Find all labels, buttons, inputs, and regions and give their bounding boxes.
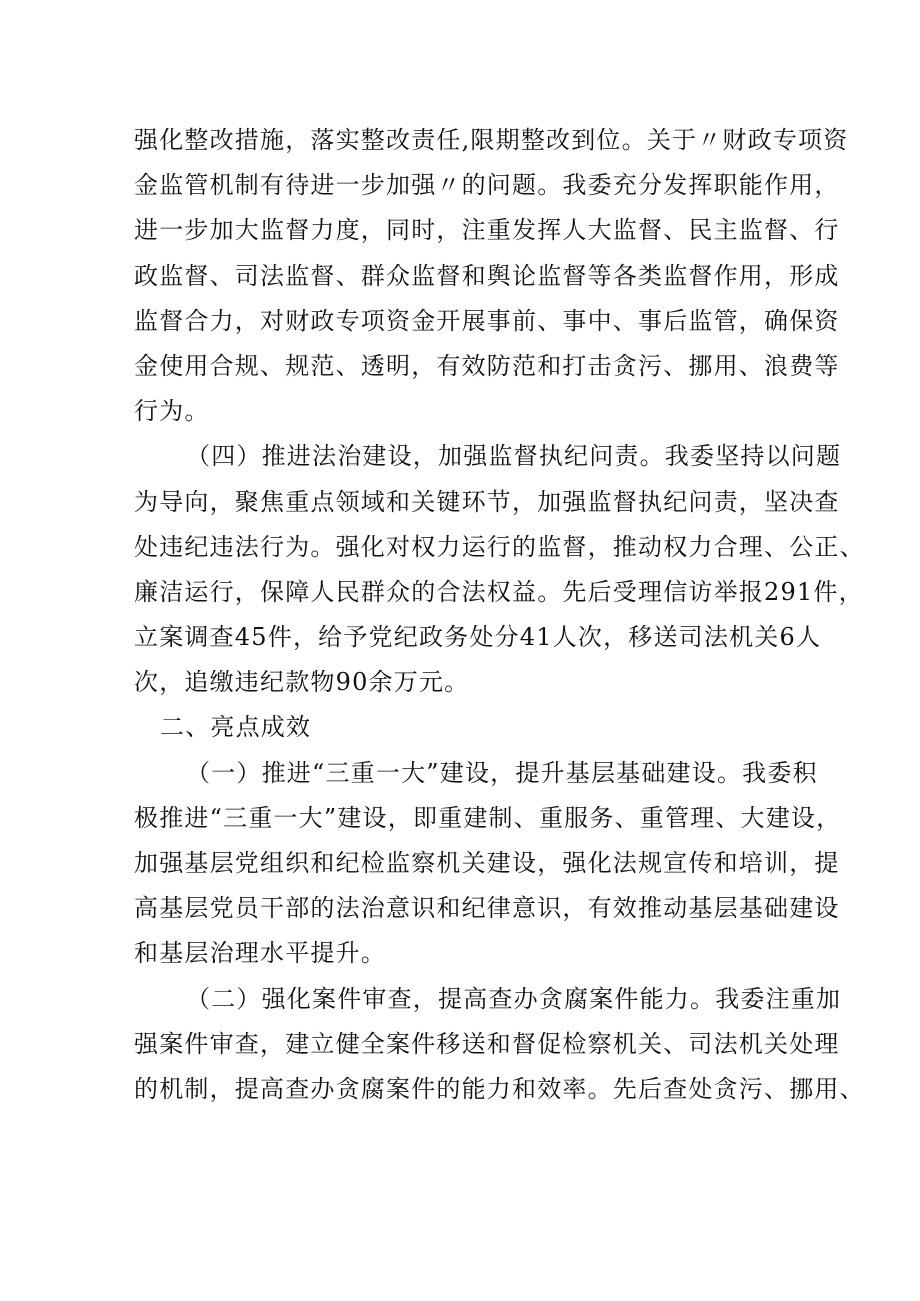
text-line: 金监管机制有待进一步加强〃的问题。我委充分发挥职能作用， [134,171,840,200]
paragraph-heading-line: （一）推进“三重一大”建设，提升基层基础建设。我委积 [186,758,818,787]
text-line: 高基层党员干部的法治意识和纪律意识，有效推动基层基础建设 [134,894,840,923]
text-line: 强案件审查，建立健全案件移送和督促检察机关、司法机关处理 [134,1029,840,1058]
text-line: 政监督、司法监督、群众监督和舆论监督等各类监督作用，形成 [134,261,840,290]
paragraph-heading-line: （四）推进法治建设，加强监督执纪问责。我委坚持以问题 [186,442,842,471]
text-line: 监督合力，对财政专项资金开展事前、事中、事后监管，确保资 [134,306,840,335]
text-line: 极推进“三重一大”建设，即重建制、重服务、重管理、大建设， [134,803,842,832]
document-body [134,118,865,1112]
text-line: 廉洁运行，保障人民群众的合法权益。先后受理信访举报291件， [134,577,864,606]
text-line: 为导向，聚焦重点领域和关键环节，加强监督执纪问责，坚决查 [134,487,840,516]
text-line: 和基层治理水平提升。 [134,939,386,968]
text-line: 金使用合规、规范、透明，有效防范和打击贪污、挪用、浪费等 [134,351,840,380]
text-line: 加强基层党组织和纪检监察机关建设，强化法规宣传和培训，提 [134,849,840,877]
text-line: 强化整改措施，落实整改责任,限期整改到位。关于〃财政专项资 [134,126,849,154]
text-line: 行为。 [134,397,210,426]
text-line: 处违纪违法行为。强化对权力运行的监督，推动权力合理、公正、 [134,532,865,561]
text-line: 进一步加大监督力度，同时，注重发挥人大监督、民主监督、行 [134,216,840,245]
text-line: 次，追缴违纪款物90余万元。 [134,668,470,697]
section-heading: 二、亮点成效 [160,713,312,742]
text-line: 的机制，提高查办贪腐案件的能力和效率。先后查处贪污、挪用、 [134,1074,865,1103]
text-line: 立案调查45件，给予党纪政务处分41人次，移送司法机关6人 [134,623,822,652]
paragraph-heading-line: （二）强化案件审查，提高查办贪腐案件能力。我委注重加 [186,984,842,1013]
